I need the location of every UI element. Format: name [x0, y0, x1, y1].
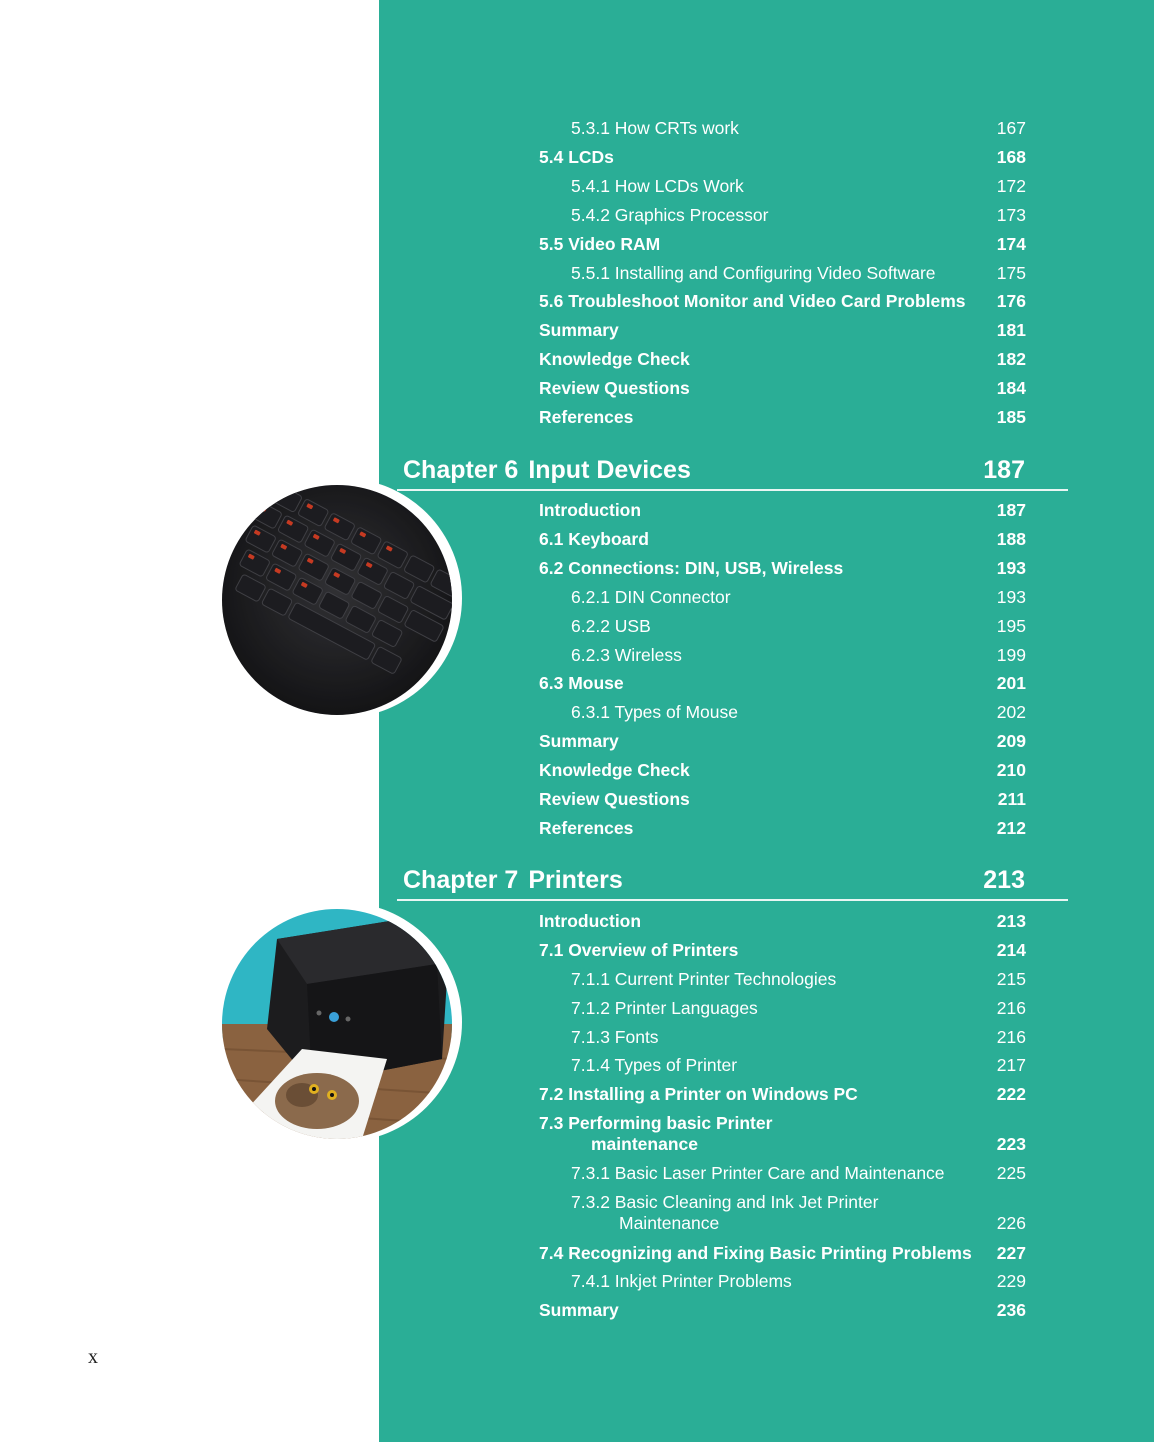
chapter-title: Input Devices: [528, 456, 691, 484]
toc-entry-title: 5.4.1 How LCDs Work: [571, 176, 744, 196]
toc-entry-page: 185: [996, 407, 1026, 427]
toc-entry-page: 176: [996, 291, 1026, 311]
toc-entry-title: Knowledge Check: [539, 349, 690, 369]
page-folio: x: [88, 1346, 98, 1368]
toc-entry-title: 5.4 LCDs: [539, 147, 614, 167]
toc-entry-title: 7.1.3 Fonts: [571, 1027, 659, 1047]
toc-entry-page: 199: [996, 645, 1026, 665]
chapter-page: 187: [983, 456, 1025, 484]
toc-entry-page: 167: [996, 118, 1026, 138]
toc-entry-page: 188: [996, 529, 1026, 549]
toc-entry-title: 6.2.1 DIN Connector: [571, 587, 731, 607]
toc-entry-title: 7.4 Recognizing and Fixing Basic Printing Problems: [539, 1243, 972, 1263]
toc-entry-title-line2: Maintenance: [619, 1213, 720, 1233]
toc-entry-page: 216: [996, 1027, 1026, 1047]
toc-entry-page: 227: [996, 1243, 1026, 1263]
toc-entry-title: Summary: [539, 731, 619, 751]
toc-entry-title: 6.2 Connections: DIN, USB, Wireless: [539, 558, 844, 578]
toc-entry-title: Introduction: [539, 500, 642, 520]
keyboard-photo-icon: [222, 478, 462, 718]
toc-entry-title-line1: 7.3 Performing basic Printer: [539, 1113, 773, 1133]
toc-entry-title: 7.1.2 Printer Languages: [571, 998, 758, 1018]
toc-entry[interactable]: [539, 1113, 1026, 1155]
toc-entry-title: 5.4.2 Graphics Processor: [571, 205, 769, 225]
toc-entry-title: Knowledge Check: [539, 760, 690, 780]
toc-entry-page: 182: [996, 349, 1026, 369]
toc-entry-page: 222: [996, 1084, 1026, 1104]
chapter-7-rule: [397, 899, 1068, 901]
toc-entry-title: Summary: [539, 1300, 619, 1320]
toc-entry-page: 223: [996, 1134, 1026, 1154]
toc-entry-title: 5.5 Video RAM: [539, 234, 661, 254]
toc-entry-page: 213: [996, 911, 1026, 931]
toc-entry-page: 193: [996, 558, 1026, 578]
toc-entry-page: 173: [996, 205, 1026, 225]
toc-entry-title: 7.1.4 Types of Printer: [571, 1055, 738, 1075]
toc-entry-title: 5.5.1 Installing and Configuring Video Software: [571, 263, 936, 283]
toc-entry-page: 184: [996, 378, 1026, 398]
toc-entry-page: 201: [996, 673, 1026, 693]
toc-entry-title: 6.2.2 USB: [571, 616, 651, 636]
toc-entry-title: Summary: [539, 320, 619, 340]
toc-entry-page: 193: [996, 587, 1026, 607]
toc-entry-page: 225: [996, 1163, 1026, 1183]
toc-entry-page: 215: [996, 969, 1026, 989]
chapter-6-rule: [397, 489, 1068, 491]
toc-entry-title: References: [539, 818, 634, 838]
toc-entry-title: 7.2 Installing a Printer on Windows PC: [539, 1084, 858, 1104]
toc-entry-page: 172: [996, 176, 1026, 196]
toc-entry-page: 210: [996, 760, 1026, 780]
toc-entry-page: 181: [996, 320, 1026, 340]
toc-entry-title: Review Questions: [539, 378, 690, 398]
toc-entry-page: 217: [996, 1055, 1026, 1075]
toc-entry-page: 202: [996, 702, 1026, 722]
toc-entry-title: [571, 1192, 1001, 1234]
chapter-label: Chapter 7: [403, 866, 519, 894]
toc-entry-title: 7.1.1 Current Printer Technologies: [571, 969, 837, 989]
toc-entry-page: 216: [996, 998, 1026, 1018]
toc-entry-page: 236: [996, 1300, 1026, 1320]
toc-entry-page: 195: [996, 616, 1026, 636]
toc-entry-title: [539, 1113, 969, 1155]
toc-entry-page: 187: [996, 500, 1026, 520]
toc-entry-title: 6.3.1 Types of Mouse: [571, 702, 739, 722]
toc-entry[interactable]: [539, 1192, 1026, 1234]
toc-entry-title-line1: 7.3.2 Basic Cleaning and Ink Jet Printer: [571, 1192, 879, 1212]
toc-entry-title: 5.6 Troubleshoot Monitor and Video Card Problems: [539, 291, 966, 311]
toc-entry-title: 7.3.1 Basic Laser Printer Care and Maintenance: [571, 1163, 945, 1183]
toc-entry-page: 174: [996, 234, 1026, 254]
toc-entry-title-line2: maintenance: [591, 1134, 698, 1154]
toc-entry-page: 212: [996, 818, 1026, 838]
toc-entry-page: 214: [996, 940, 1026, 960]
toc-entry-page: 175: [996, 263, 1026, 283]
toc-entry-title: Introduction: [539, 911, 642, 931]
toc-entry-title: References: [539, 407, 634, 427]
chapter-page: 213: [983, 866, 1025, 894]
toc-entry-title: 7.4.1 Inkjet Printer Problems: [571, 1271, 792, 1291]
toc-entry-page: 168: [996, 147, 1026, 167]
toc-entry-page: 229: [996, 1271, 1026, 1291]
chapter-title: Printers: [528, 866, 623, 894]
chapter-label: Chapter 6: [403, 456, 519, 484]
toc-entry-title: 6.2.3 Wireless: [571, 645, 682, 665]
printer-photo-icon: [222, 902, 462, 1142]
toc-entry-title: 5.3.1 How CRTs work: [571, 118, 739, 138]
toc-entry-title: 6.3 Mouse: [539, 673, 624, 693]
toc-entry-title: Review Questions: [539, 789, 690, 809]
toc-entry-page: 209: [996, 731, 1026, 751]
toc-entry-title: 7.1 Overview of Printers: [539, 940, 739, 960]
toc-entry-title: 6.1 Keyboard: [539, 529, 649, 549]
toc-entry-page: 226: [996, 1213, 1026, 1233]
toc-entry-page: 211: [997, 789, 1026, 809]
